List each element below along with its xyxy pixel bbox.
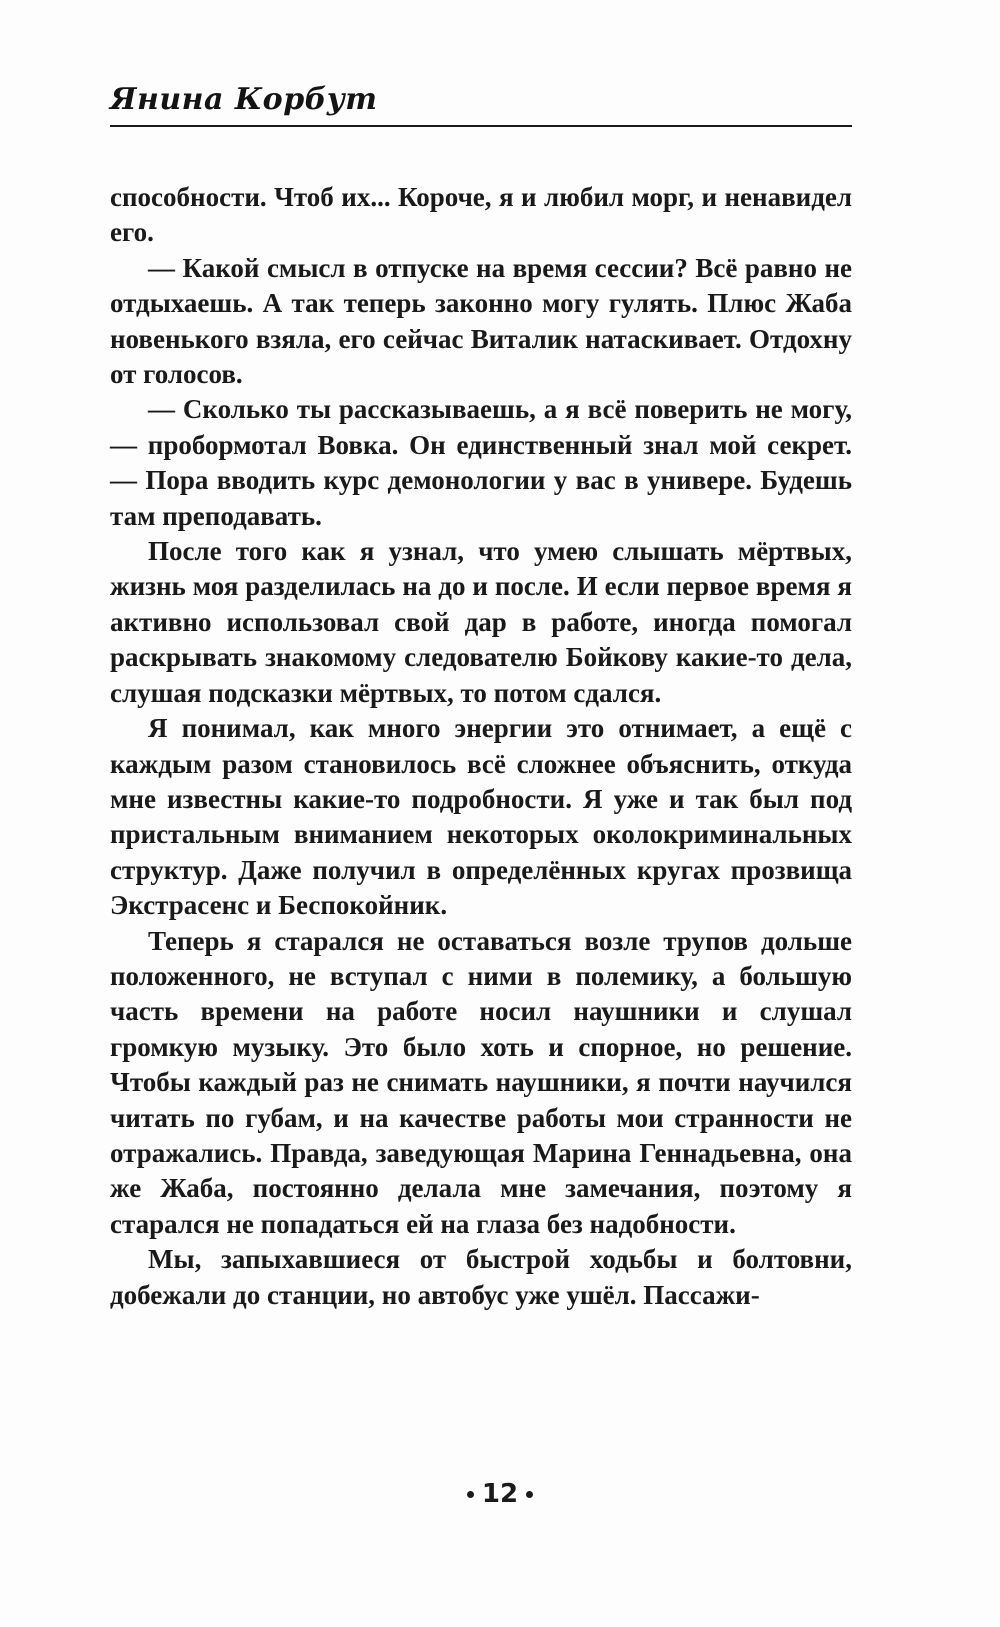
paragraph: — Сколько ты рассказываешь, а я всё поверить не могу, — пробормотал Вовка. Он единственный знал мой секрет. — Пора вводить курс демонологии у вас в универе. Будешь там преподавать.	[110, 394, 852, 531]
page-number-footer	[0, 1478, 1000, 1510]
running-header	[110, 80, 852, 120]
author-name: Янина Корбут	[110, 82, 378, 117]
paragraph: способности. Чтоб их... Короче, я и любил морг, и ненавидел его.	[110, 182, 852, 248]
paragraph: После того как я узнал, что умею слышать мёртвых, жизнь моя разделилась на до и после. И если первое время я активно использовал свой дар в работе, иногда помогал раскрывать знакомому следователю Бойкову какие-то дела, слушая подсказки мёртвых, то потом сдался.	[110, 536, 852, 708]
bullet-dot-left	[467, 1491, 474, 1498]
paragraph: — Какой смысл в отпуске на время сессии? Всё равно не отдыхаешь. А так теперь законно могу гулять. Плюс Жаба новенького взяла, его сейчас Виталик натаскивает. Отдохну от голосов.	[110, 252, 852, 390]
page-number: 12	[481, 1479, 519, 1509]
bullet-dot-right	[526, 1491, 533, 1498]
body-text	[110, 180, 852, 1313]
paragraph: Теперь я старался не оставаться возле трупов дольше положенного, не вступал с ними в полемику, а большую часть времени на работе носил наушники и слушал громкую музыку. Это было хоть и спорное, но решение. Чтобы каждый раз не снимать наушники, я почти научился читать по губам, и на качестве работы мои странности не отражались. Правда, заведующая Марина Геннадьевна, она же Жаба, постоянно делала мне замечания, поэтому я старался не попадаться ей на глаза без надобности.	[110, 925, 852, 1239]
paragraph: Мы, запыхавшиеся от быстрой ходьбы и болтовни, добежали до станции, но автобус уже ушёл. Пассажи-	[110, 1244, 852, 1310]
paragraph: Я понимал, как много энергии это отнимает, а ещё с каждым разом становилось всё сложнее объяснить, откуда мне известны какие-то подробности. Я уже и так был под пристальным вниманием некоторых околокриминальных структур. Даже получил в определённых кругах прозвища Экстрасенс и Беспокойник.	[110, 713, 852, 921]
header-rule	[110, 125, 852, 127]
